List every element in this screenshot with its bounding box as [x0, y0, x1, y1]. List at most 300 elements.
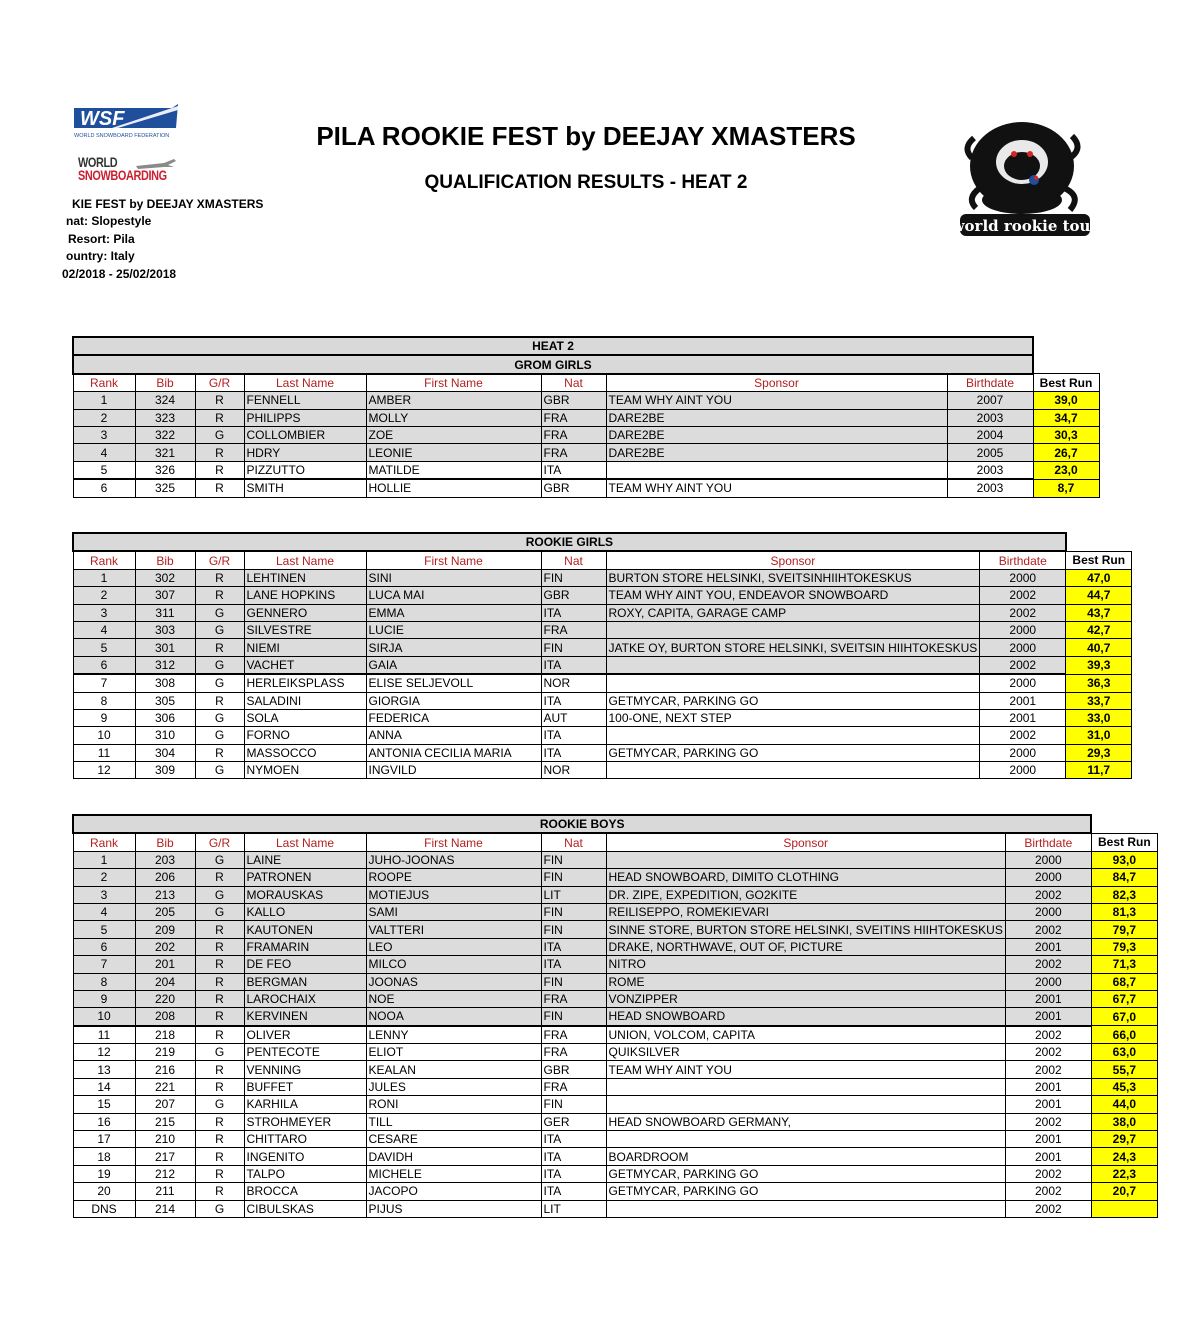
cell-sponsor: HEAD SNOWBOARD GERMANY, — [606, 1113, 1005, 1130]
cell-sponsor: DARE2BE — [606, 444, 947, 461]
cell-gr: R — [195, 639, 244, 656]
table-row — [73, 851, 1157, 868]
table-row — [73, 869, 1157, 886]
cell-sponsor — [606, 1096, 1005, 1113]
cell-bib: 322 — [135, 426, 195, 443]
cell-last-name: VACHET — [244, 656, 366, 674]
cell-last-name: MORAUSKAS — [244, 886, 366, 903]
column-header-gr: G/R — [195, 833, 244, 851]
cell-gr: R — [195, 869, 244, 886]
cell-sponsor: DARE2BE — [606, 426, 947, 443]
event-resort: Resort: Pila — [68, 231, 135, 246]
cell-first-name: LUCA MAI — [366, 587, 541, 604]
cell-bib: 204 — [135, 973, 195, 990]
cell-bib: 306 — [135, 709, 195, 726]
cell-first-name: TILL — [366, 1113, 541, 1130]
cell-best-run: 44,0 — [1091, 1096, 1157, 1113]
cell-bib: 213 — [135, 886, 195, 903]
cell-gr: R — [195, 587, 244, 604]
cell-gr: R — [195, 444, 244, 461]
category-title: GROM GIRLS — [73, 355, 1033, 373]
cell-gr: G — [195, 621, 244, 638]
cell-first-name: JACOPO — [366, 1183, 541, 1200]
column-header-rank: Rank — [73, 833, 135, 851]
table-row — [73, 709, 1132, 726]
column-header-best-run: Best Run — [1091, 833, 1157, 851]
cell-last-name: LAROCHAIX — [244, 990, 366, 1007]
column-header-last-name: Last Name — [244, 833, 366, 851]
cell-gr: G — [195, 1044, 244, 1061]
cell-best-run: 44,7 — [1066, 587, 1132, 604]
table-row — [73, 1008, 1157, 1026]
cell-sponsor: TEAM WHY AINT YOU — [606, 392, 947, 409]
cell-best-run: 79,7 — [1091, 921, 1157, 938]
cell-sponsor: QUIKSILVER — [606, 1044, 1005, 1061]
cell-bib: 323 — [135, 409, 195, 426]
cell-rank: 2 — [73, 869, 135, 886]
cell-bib: 303 — [135, 621, 195, 638]
cell-bib: 207 — [135, 1096, 195, 1113]
cell-birthdate: 2000 — [980, 569, 1066, 586]
event-name: KIE FEST by DEEJAY XMASTERS — [72, 197, 264, 211]
cell-rank: 9 — [73, 709, 135, 726]
cell-last-name: KERVINEN — [244, 1008, 366, 1026]
cell-rank: 16 — [73, 1113, 135, 1130]
cell-gr: G — [195, 1096, 244, 1113]
table-row — [73, 903, 1157, 920]
cell-last-name: PENTECOTE — [244, 1044, 366, 1061]
cell-gr: R — [195, 1113, 244, 1130]
cell-nat: FIN — [541, 921, 606, 938]
cell-bib: 205 — [135, 903, 195, 920]
cell-rank: 10 — [73, 727, 135, 744]
column-header-first-name: First Name — [366, 833, 541, 851]
table-row — [73, 886, 1157, 903]
cell-first-name: GAIA — [366, 656, 541, 674]
cell-best-run: 11,7 — [1066, 762, 1132, 779]
page-title: PILA ROOKIE FEST by DEEJAY XMASTERS — [316, 121, 856, 151]
cell-sponsor: ROXY, CAPITA, GARAGE CAMP — [606, 604, 980, 621]
cell-last-name: CIBULSKAS — [244, 1200, 366, 1217]
cell-birthdate: 2000 — [980, 621, 1066, 638]
cell-last-name: HERLEIKSPLASS — [244, 674, 366, 692]
cell-first-name: PIJUS — [366, 1200, 541, 1217]
cell-first-name: FEDERICA — [366, 709, 541, 726]
cell-best-run: 20,7 — [1091, 1183, 1157, 1200]
column-header-birthdate: Birthdate — [1005, 833, 1091, 851]
cell-best-run: 55,7 — [1091, 1061, 1157, 1078]
cell-nat: NOR — [541, 674, 606, 692]
cell-sponsor: JATKE OY, BURTON STORE HELSINKI, SVEITSIN HIIHTOKESKUS — [606, 639, 980, 656]
table-row — [73, 1078, 1157, 1095]
cell-first-name: ANTONIA CECILIA MARIA — [366, 744, 541, 761]
cell-rank: 6 — [73, 938, 135, 955]
cell-gr: R — [195, 1078, 244, 1095]
cell-nat: ITA — [541, 956, 606, 973]
cell-sponsor: REILISEPPO, ROMEKIEVARI — [606, 903, 1005, 920]
cell-first-name: NOOA — [366, 1008, 541, 1026]
cell-bib: 221 — [135, 1078, 195, 1095]
cell-birthdate: 2002 — [1005, 956, 1091, 973]
cell-last-name: KAUTONEN — [244, 921, 366, 938]
cell-nat: ITA — [541, 744, 606, 761]
cell-sponsor: GETMYCAR, PARKING GO — [606, 1183, 1005, 1200]
cell-last-name: NIEMI — [244, 639, 366, 656]
column-header-rank: Rank — [73, 551, 135, 569]
cell-last-name: COLLOMBIER — [244, 426, 366, 443]
cell-gr: G — [195, 709, 244, 726]
cell-birthdate: 2003 — [947, 461, 1033, 479]
cell-bib: 202 — [135, 938, 195, 955]
cell-rank: 3 — [73, 886, 135, 903]
cell-nat: FRA — [541, 1026, 606, 1044]
cell-gr: R — [195, 1026, 244, 1044]
table-row — [73, 639, 1132, 656]
cell-nat: ITA — [541, 727, 606, 744]
column-header-last-name: Last Name — [244, 551, 366, 569]
cell-nat: FRA — [541, 621, 606, 638]
cell-rank: 13 — [73, 1061, 135, 1078]
cell-birthdate: 2000 — [980, 674, 1066, 692]
cell-rank: 6 — [73, 479, 135, 497]
cell-first-name: SAMI — [366, 903, 541, 920]
cell-rank: 12 — [73, 762, 135, 779]
cell-last-name: FORNO — [244, 727, 366, 744]
column-header-sponsor: Sponsor — [606, 551, 980, 569]
cell-rank: 18 — [73, 1148, 135, 1165]
cell-first-name: RONI — [366, 1096, 541, 1113]
cell-birthdate: 2002 — [980, 727, 1066, 744]
cell-last-name: NYMOEN — [244, 762, 366, 779]
cell-sponsor: HEAD SNOWBOARD — [606, 1008, 1005, 1026]
cell-sponsor: NITRO — [606, 956, 1005, 973]
cell-best-run: 39,0 — [1033, 392, 1099, 409]
cell-best-run: 71,3 — [1091, 956, 1157, 973]
cell-first-name: NOE — [366, 990, 541, 1007]
cell-first-name: SINI — [366, 569, 541, 586]
cell-birthdate: 2002 — [980, 587, 1066, 604]
cell-gr: G — [195, 426, 244, 443]
cell-best-run: 84,7 — [1091, 869, 1157, 886]
cell-last-name: INGENITO — [244, 1148, 366, 1165]
column-header-first-name: First Name — [366, 374, 541, 392]
cell-rank: 2 — [73, 587, 135, 604]
ws-logo-line1: WORLD — [78, 154, 118, 170]
cell-nat: GBR — [541, 587, 606, 604]
column-header-bib: Bib — [135, 833, 195, 851]
cell-birthdate: 2001 — [1005, 1148, 1091, 1165]
cell-birthdate: 2002 — [1005, 886, 1091, 903]
cell-sponsor — [606, 621, 980, 638]
cell-sponsor: TEAM WHY AINT YOU, ENDEAVOR SNOWBOARD — [606, 587, 980, 604]
table-row — [73, 921, 1157, 938]
cell-gr: G — [195, 762, 244, 779]
table-row — [73, 621, 1132, 638]
cell-best-run: 29,3 — [1066, 744, 1132, 761]
column-header-nat: Nat — [541, 551, 606, 569]
table-row — [73, 1061, 1157, 1078]
cell-best-run: 42,7 — [1066, 621, 1132, 638]
cell-gr: R — [195, 1165, 244, 1182]
cell-birthdate: 2005 — [947, 444, 1033, 461]
cell-nat: FRA — [541, 409, 606, 426]
cell-sponsor — [606, 851, 1005, 868]
cell-birthdate: 2003 — [947, 479, 1033, 497]
table-row — [73, 1113, 1157, 1130]
cell-sponsor — [606, 674, 980, 692]
category-title: ROOKIE GIRLS — [73, 533, 1066, 551]
cell-first-name: ELIOT — [366, 1044, 541, 1061]
cell-bib: 208 — [135, 1008, 195, 1026]
table-row — [73, 604, 1132, 621]
cell-last-name: FENNELL — [244, 392, 366, 409]
cell-best-run: 43,7 — [1066, 604, 1132, 621]
table-row — [73, 656, 1132, 674]
cell-nat: FRA — [541, 990, 606, 1007]
column-header-sponsor: Sponsor — [606, 374, 947, 392]
cell-rank: 20 — [73, 1183, 135, 1200]
cell-sponsor — [606, 762, 980, 779]
cell-first-name: ZOE — [366, 426, 541, 443]
column-header-nat: Nat — [541, 833, 606, 851]
table-row — [73, 956, 1157, 973]
cell-rank: 14 — [73, 1078, 135, 1095]
column-header-nat: Nat — [541, 374, 606, 392]
table-row — [73, 1148, 1157, 1165]
cell-gr: G — [195, 727, 244, 744]
cell-bib: 201 — [135, 956, 195, 973]
cell-nat: FRA — [541, 444, 606, 461]
cell-nat: FIN — [541, 639, 606, 656]
cell-gr: R — [195, 479, 244, 497]
cell-first-name: HOLLIE — [366, 479, 541, 497]
cell-first-name: KEALAN — [366, 1061, 541, 1078]
cell-first-name: EMMA — [366, 604, 541, 621]
cell-nat: ITA — [541, 656, 606, 674]
cell-nat: FRA — [541, 426, 606, 443]
cell-last-name: SILVESTRE — [244, 621, 366, 638]
cell-gr: R — [195, 461, 244, 479]
cell-first-name: JULES — [366, 1078, 541, 1095]
cell-birthdate: 2001 — [1005, 1078, 1091, 1095]
cell-birthdate: 2001 — [1005, 990, 1091, 1007]
cell-last-name: HDRY — [244, 444, 366, 461]
cell-last-name: MASSOCCO — [244, 744, 366, 761]
cell-sponsor: GETMYCAR, PARKING GO — [606, 692, 980, 709]
cell-first-name: MOLLY — [366, 409, 541, 426]
cell-best-run — [1091, 1200, 1157, 1217]
cell-best-run: 23,0 — [1033, 461, 1099, 479]
cell-last-name: PIZZUTTO — [244, 461, 366, 479]
table-row — [73, 1096, 1157, 1113]
cell-best-run: 30,3 — [1033, 426, 1099, 443]
cell-rank: 9 — [73, 990, 135, 1007]
cell-last-name: SOLA — [244, 709, 366, 726]
table-row — [73, 674, 1132, 692]
cell-best-run: 47,0 — [1066, 569, 1132, 586]
table-row — [73, 692, 1132, 709]
cell-best-run: 79,3 — [1091, 938, 1157, 955]
column-header-last-name: Last Name — [244, 374, 366, 392]
cell-bib: 321 — [135, 444, 195, 461]
cell-first-name: GIORGIA — [366, 692, 541, 709]
event-country: ountry: Italy — [66, 249, 135, 264]
cell-last-name: BERGMAN — [244, 973, 366, 990]
cell-rank: 1 — [73, 569, 135, 586]
cell-gr: R — [195, 990, 244, 1007]
table-row — [73, 1165, 1157, 1182]
cell-rank: 11 — [73, 1026, 135, 1044]
cell-birthdate: 2007 — [947, 392, 1033, 409]
cell-best-run: 63,0 — [1091, 1044, 1157, 1061]
cell-gr: G — [195, 1200, 244, 1217]
column-header-sponsor: Sponsor — [606, 833, 1005, 851]
cell-best-run: 29,7 — [1091, 1131, 1157, 1148]
column-header-first-name: First Name — [366, 551, 541, 569]
cell-nat: GBR — [541, 392, 606, 409]
cell-first-name: INGVILD — [366, 762, 541, 779]
cell-best-run: 38,0 — [1091, 1113, 1157, 1130]
cell-birthdate: 2000 — [1005, 869, 1091, 886]
cell-best-run: 33,0 — [1066, 709, 1132, 726]
column-header-birthdate: Birthdate — [947, 374, 1033, 392]
results-table-rookie-girls — [72, 532, 1132, 779]
cell-rank: 5 — [73, 921, 135, 938]
cell-best-run: 81,3 — [1091, 903, 1157, 920]
cell-nat: FIN — [541, 1096, 606, 1113]
cell-nat: NOR — [541, 762, 606, 779]
cell-sponsor: TEAM WHY AINT YOU — [606, 479, 947, 497]
cell-birthdate: 2000 — [1005, 851, 1091, 868]
cell-birthdate: 2002 — [1005, 1026, 1091, 1044]
cell-bib: 209 — [135, 921, 195, 938]
cell-rank: 11 — [73, 744, 135, 761]
table-row — [73, 762, 1132, 779]
cell-bib: 326 — [135, 461, 195, 479]
table-row — [73, 587, 1132, 604]
cell-rank: 15 — [73, 1096, 135, 1113]
cell-rank: DNS — [73, 1200, 135, 1217]
cell-best-run: 68,7 — [1091, 973, 1157, 990]
cell-sponsor: HEAD SNOWBOARD, DIMITO CLOTHING — [606, 869, 1005, 886]
cell-last-name: CHITTARO — [244, 1131, 366, 1148]
cell-gr: R — [195, 938, 244, 955]
table-row — [73, 569, 1132, 586]
cell-last-name: TALPO — [244, 1165, 366, 1182]
cell-rank: 8 — [73, 692, 135, 709]
cell-gr: G — [195, 903, 244, 920]
cell-rank: 17 — [73, 1131, 135, 1148]
cell-birthdate: 2001 — [1005, 1131, 1091, 1148]
table-row — [73, 1200, 1157, 1217]
table-row — [73, 938, 1157, 955]
cell-gr: G — [195, 604, 244, 621]
column-header-rank: Rank — [73, 374, 135, 392]
cell-sponsor — [606, 1131, 1005, 1148]
cell-birthdate: 2002 — [1005, 921, 1091, 938]
cell-nat: FRA — [541, 1078, 606, 1095]
cell-birthdate: 2002 — [1005, 1200, 1091, 1217]
wsf-logo-text: WSF — [80, 108, 125, 130]
wrt-logo-text: world rookie tour — [951, 217, 1099, 235]
cell-birthdate: 2001 — [1005, 1096, 1091, 1113]
cell-birthdate: 2002 — [1005, 1044, 1091, 1061]
cell-birthdate: 2002 — [1005, 1165, 1091, 1182]
cell-birthdate: 2000 — [1005, 903, 1091, 920]
cell-bib: 218 — [135, 1026, 195, 1044]
column-header-bib: Bib — [135, 374, 195, 392]
plane-icon — [134, 158, 178, 172]
cell-bib: 219 — [135, 1044, 195, 1061]
cell-gr: R — [195, 692, 244, 709]
cell-gr: R — [195, 973, 244, 990]
cell-gr: R — [195, 744, 244, 761]
cell-rank: 5 — [73, 639, 135, 656]
cell-rank: 7 — [73, 674, 135, 692]
cell-gr: G — [195, 674, 244, 692]
cell-nat: LIT — [541, 886, 606, 903]
cell-bib: 220 — [135, 990, 195, 1007]
table-row — [73, 426, 1099, 443]
column-header-best-run: Best Run — [1033, 374, 1099, 392]
table-row — [73, 444, 1099, 461]
cell-bib: 203 — [135, 851, 195, 868]
cell-bib: 307 — [135, 587, 195, 604]
cell-first-name: MILCO — [366, 956, 541, 973]
cell-first-name: AMBER — [366, 392, 541, 409]
cell-first-name: CESARE — [366, 1131, 541, 1148]
cell-rank: 5 — [73, 461, 135, 479]
column-header-birthdate: Birthdate — [980, 551, 1066, 569]
category-title: ROOKIE BOYS — [73, 815, 1091, 833]
cell-sponsor: DRAKE, NORTHWAVE, OUT OF, PICTURE — [606, 938, 1005, 955]
cell-first-name: MOTIEJUS — [366, 886, 541, 903]
cell-best-run: 67,7 — [1091, 990, 1157, 1007]
cell-best-run: 39,3 — [1066, 656, 1132, 674]
cell-bib: 308 — [135, 674, 195, 692]
cell-rank: 1 — [73, 392, 135, 409]
cell-sponsor: BOARDROOM — [606, 1148, 1005, 1165]
table-row — [73, 1044, 1157, 1061]
heat-label: HEAT 2 — [73, 337, 1033, 355]
cell-gr: R — [195, 392, 244, 409]
cell-last-name: STROHMEYER — [244, 1113, 366, 1130]
cell-best-run: 26,7 — [1033, 444, 1099, 461]
table-row — [73, 727, 1132, 744]
cell-sponsor: GETMYCAR, PARKING GO — [606, 1165, 1005, 1182]
cell-birthdate: 2002 — [980, 604, 1066, 621]
cell-first-name: JOONAS — [366, 973, 541, 990]
cell-gr: G — [195, 656, 244, 674]
cell-nat: GER — [541, 1113, 606, 1130]
wsf-logo-subtitle: WORLD SNOWBOARD FEDERATION — [74, 133, 170, 139]
table-row — [73, 1131, 1157, 1148]
cell-best-run: 31,0 — [1066, 727, 1132, 744]
cell-nat: ITA — [541, 604, 606, 621]
cell-sponsor — [606, 727, 980, 744]
cell-nat: ITA — [541, 461, 606, 479]
cell-gr: R — [195, 569, 244, 586]
cell-last-name: SMITH — [244, 479, 366, 497]
cell-rank: 2 — [73, 409, 135, 426]
table-row — [73, 1183, 1157, 1200]
cell-last-name: FRAMARIN — [244, 938, 366, 955]
cell-nat: FIN — [541, 903, 606, 920]
cell-last-name: OLIVER — [244, 1026, 366, 1044]
cell-last-name: LAINE — [244, 851, 366, 868]
cell-nat: ITA — [541, 1165, 606, 1182]
cell-best-run: 40,7 — [1066, 639, 1132, 656]
